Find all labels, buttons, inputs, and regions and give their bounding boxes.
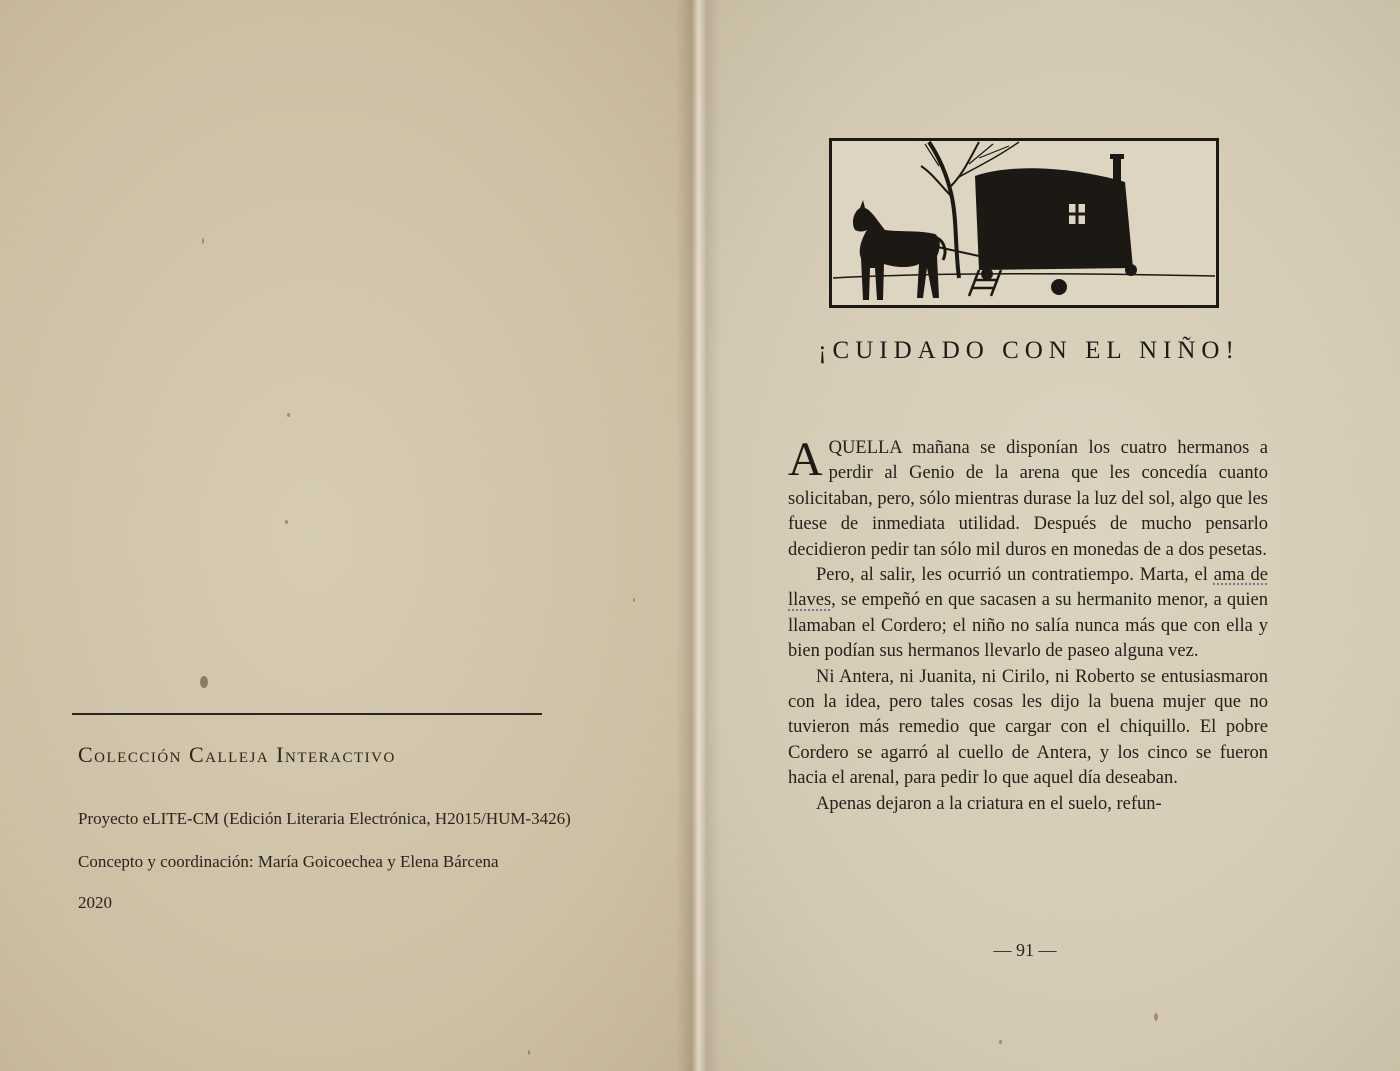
paragraph-4: Apenas dejaron a la criatura en el suelo, refun-: [816, 793, 1162, 814]
paragraph-3: Ni Antera, ni Juanita, ni Cirilo, ni Roberto se entusiasmaron con la idea, pero tales cosas les dijo la buena mujer que no tuvieron más remedio que cargar con el chiquillo. El pobre Cordero se agarró al cuello de Antera, y los cinco se fueron hacia el arenal, para pedir lo que aquel día deseaban.: [788, 666, 1268, 789]
year-line: 2020: [78, 893, 112, 912]
horse-caravan-illustration: [829, 138, 1219, 308]
left-page: [0, 0, 696, 1071]
concept-line: Concepto y coordinación: María Goicoechea y Elena Bárcena: [78, 852, 499, 871]
paragraph-1-text: QUELLA mañana se disponían los cuatro hermanos a perdir al Genio de la arena que les concedía cuanto solicitaban, pero, sólo mientras durase la luz del sol, algo que les fuese de inmediata utilidad. Después de mucho pensarlo decidieron pedir tan sólo mil duros en monedas de a dos pesetas.: [788, 438, 1268, 560]
paragraph-2-start: Pero, al salir, les ocurrió un contratiempo. Marta, el: [816, 565, 1214, 586]
paper-speck: [633, 598, 635, 602]
collection-title: Colección Calleja Interactivo: [78, 742, 396, 767]
paragraph-2-end: , se empeñó en que sacasen a su hermanito menor, a quien llamaban el Cordero; el niño no salía nunca más que con ella y bien podían sus hermanos llevarlo de paseo alguna vez.: [788, 590, 1268, 662]
drop-cap: A: [788, 433, 823, 486]
paper-speck: [285, 520, 288, 524]
paper-speck: [1154, 1013, 1158, 1021]
page-number: — 91 —: [993, 940, 1057, 960]
chapter-title: ¡CUIDADO CON EL NIÑO!: [818, 337, 1240, 364]
glossary-link-ama-de-llaves[interactable]: ama de llaves: [788, 565, 1268, 611]
paper-speck: [999, 1040, 1002, 1044]
project-line: Proyecto eLITE-CM (Edición Literaria Electrónica, H2015/HUM-3426): [78, 809, 571, 828]
chapter-body: [788, 433, 1268, 817]
paragraph-2: [788, 563, 1268, 665]
paragraph-1: [788, 433, 1268, 563]
paper-speck: [287, 413, 290, 417]
paper-speck: [202, 238, 204, 244]
paper-speck: [200, 676, 208, 688]
paper-speck: [528, 1050, 530, 1055]
book-gutter: [676, 0, 720, 1071]
divider-rule: [72, 713, 542, 715]
